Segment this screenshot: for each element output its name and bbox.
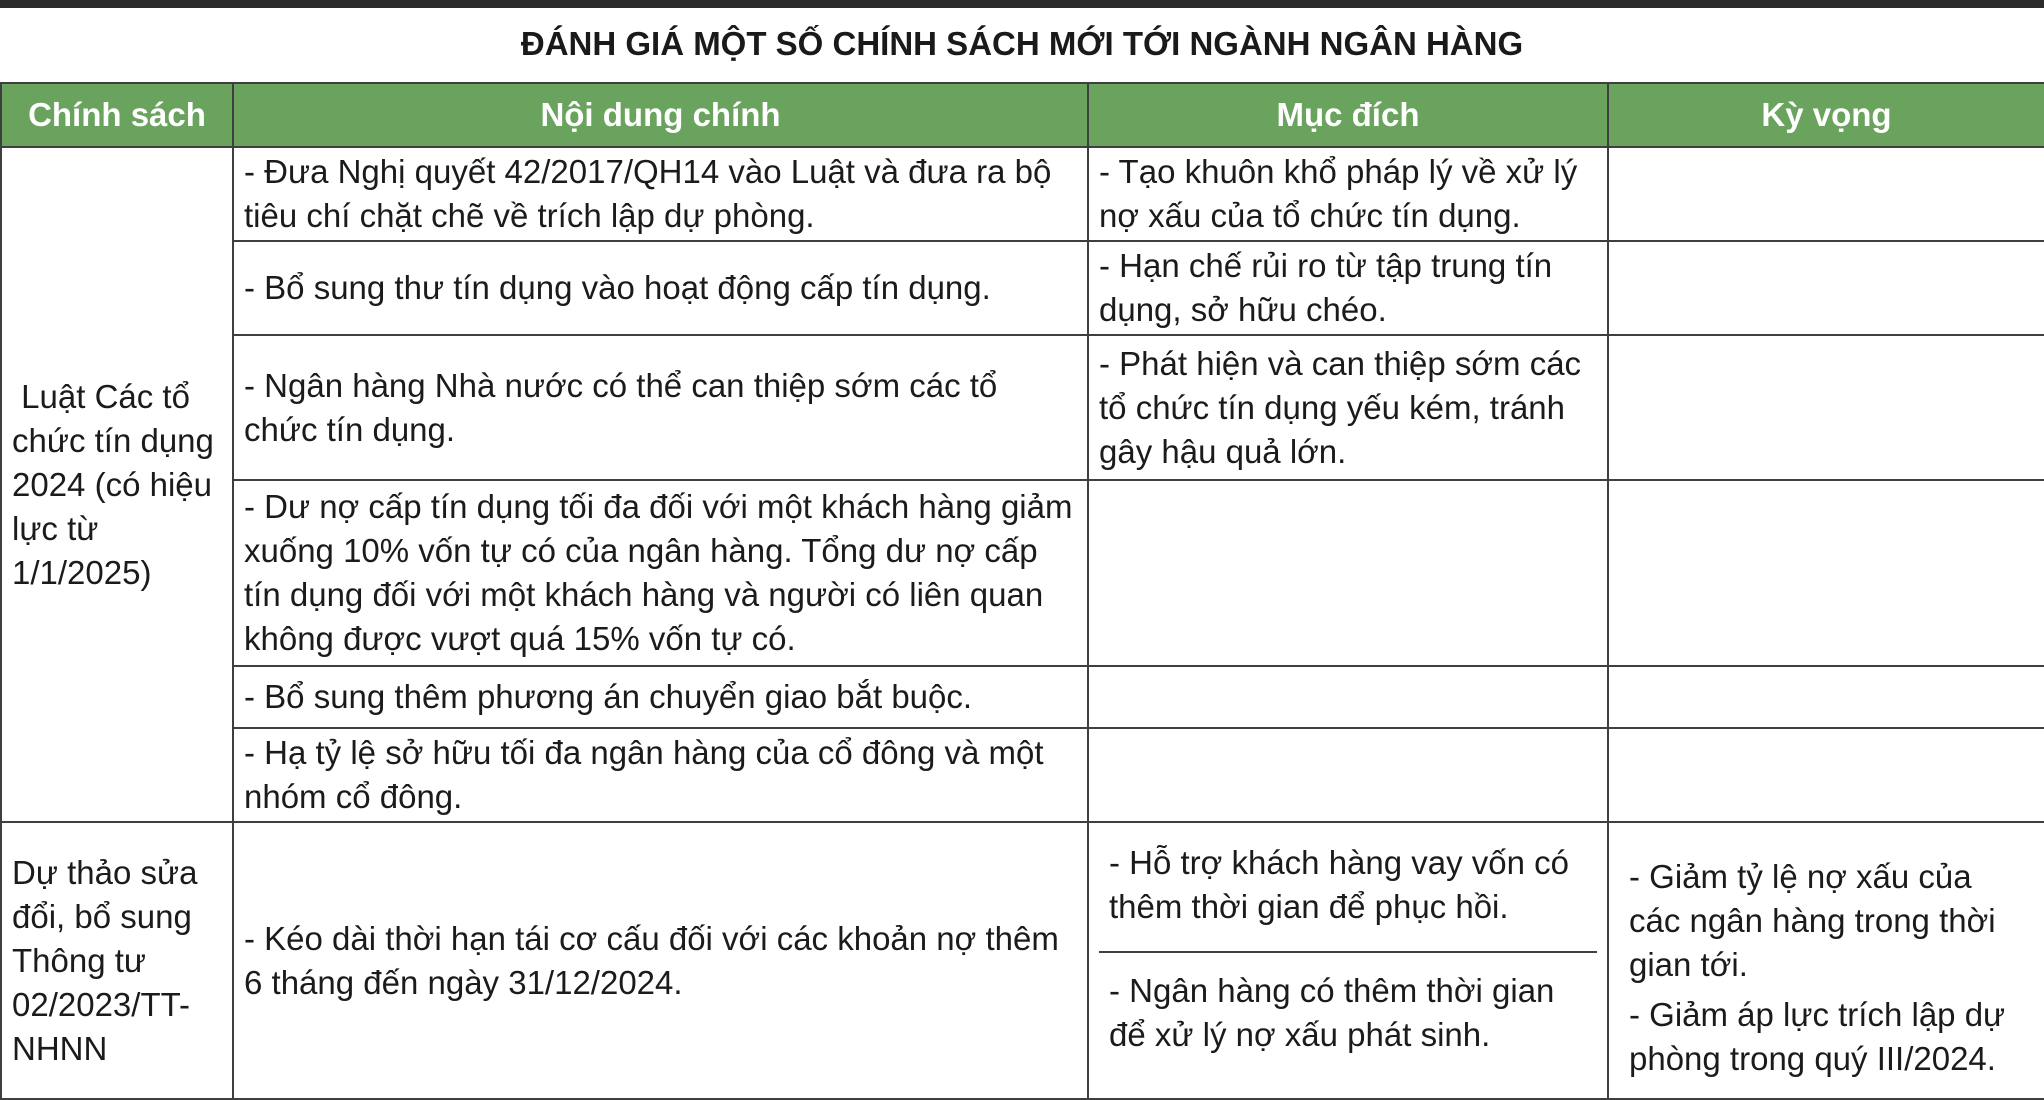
header-policy: Chính sách <box>1 83 233 147</box>
purpose-cell <box>1088 666 1608 728</box>
content-cell: - Bổ sung thư tín dụng vào hoạt động cấp tín dụng. <box>233 241 1088 335</box>
purpose-stack-cell <box>1088 822 1608 1099</box>
expectation-cell <box>1608 480 2044 666</box>
expectation-cell <box>1608 147 2044 241</box>
table-row <box>1 666 2044 728</box>
content-cell: - Kéo dài thời hạn tái cơ cấu đối với các khoản nợ thêm 6 tháng đến ngày 31/12/2024. <box>233 822 1088 1099</box>
content-cell: - Đưa Nghị quyết 42/2017/QH14 vào Luật và đưa ra bộ tiêu chí chặt chẽ về trích lập dự phòng. <box>233 147 1088 241</box>
expectation-cell <box>1608 666 2044 728</box>
header-main-content: Nội dung chính <box>233 83 1088 147</box>
content-cell: - Dư nợ cấp tín dụng tối đa đối với một khách hàng giảm xuống 10% vốn tự có của ngân hàng. Tổng dư nợ cấp tín dụng đối với một khách hàng và người có liên quan không được vượt quá 15% vốn tự có. <box>233 480 1088 666</box>
top-rule <box>0 0 2044 8</box>
purpose-cell <box>1088 728 1608 822</box>
header-row <box>1 83 2044 147</box>
purpose-cell: - Hạn chế rủi ro từ tập trung tín dụng, sở hữu chéo. <box>1088 241 1608 335</box>
table-row <box>1 335 2044 480</box>
policy-name-cell: Dự thảo sửa đổi, bổ sung Thông tư 02/2023/TT-NHNN <box>1 822 233 1099</box>
expectation-cell <box>1608 728 2044 822</box>
purpose-cell: - Phát hiện và can thiệp sớm các tổ chức tín dụng yếu kém, tránh gây hậu quả lớn. <box>1088 335 1608 480</box>
expectation-stack-cell <box>1608 822 2044 1099</box>
purpose-cell <box>1088 480 1608 666</box>
table-row <box>1 728 2044 822</box>
policy-table <box>0 82 2044 1100</box>
table-row <box>1 822 2044 1099</box>
expectation-cell <box>1608 335 2044 480</box>
table-row <box>1 241 2044 335</box>
content-cell: - Bổ sung thêm phương án chuyển giao bắt buộc. <box>233 666 1088 728</box>
table-title: ĐÁNH GIÁ MỘT SỐ CHÍNH SÁCH MỚI TỚI NGÀNH NGÂN HÀNG <box>520 25 1524 62</box>
table-row <box>1 147 2044 241</box>
policy-name-cell: Luật Các tổ chức tín dụng 2024 (có hiệu lực từ 1/1/2025) <box>1 147 233 822</box>
expectation-item: - Giảm áp lực trích lập dự phòng trong quý III/2024. <box>1629 995 2006 1077</box>
expectation-cell <box>1608 241 2044 335</box>
header-expectation: Kỳ vọng <box>1608 83 2044 147</box>
content-cell: - Hạ tỷ lệ sở hữu tối đa ngân hàng của cổ đông và một nhóm cổ đông. <box>233 728 1088 822</box>
content-cell: - Ngân hàng Nhà nước có thể can thiệp sớm các tổ chức tín dụng. <box>233 335 1088 480</box>
header-purpose: Mục đích <box>1088 83 1608 147</box>
purpose-subcell: - Hỗ trợ khách hàng vay vốn có thêm thời gian để phục hồi. <box>1109 844 1570 925</box>
purpose-cell: - Tạo khuôn khổ pháp lý về xử lý nợ xấu của tổ chức tín dụng. <box>1088 147 1608 241</box>
table-row <box>1 480 2044 666</box>
purpose-subcell: - Ngân hàng có thêm thời gian để xử lý nợ xấu phát sinh. <box>1099 951 1597 1096</box>
expectation-item: - Giảm tỷ lệ nợ xấu của các ngân hàng trong thời gian tới. <box>1629 857 1996 983</box>
